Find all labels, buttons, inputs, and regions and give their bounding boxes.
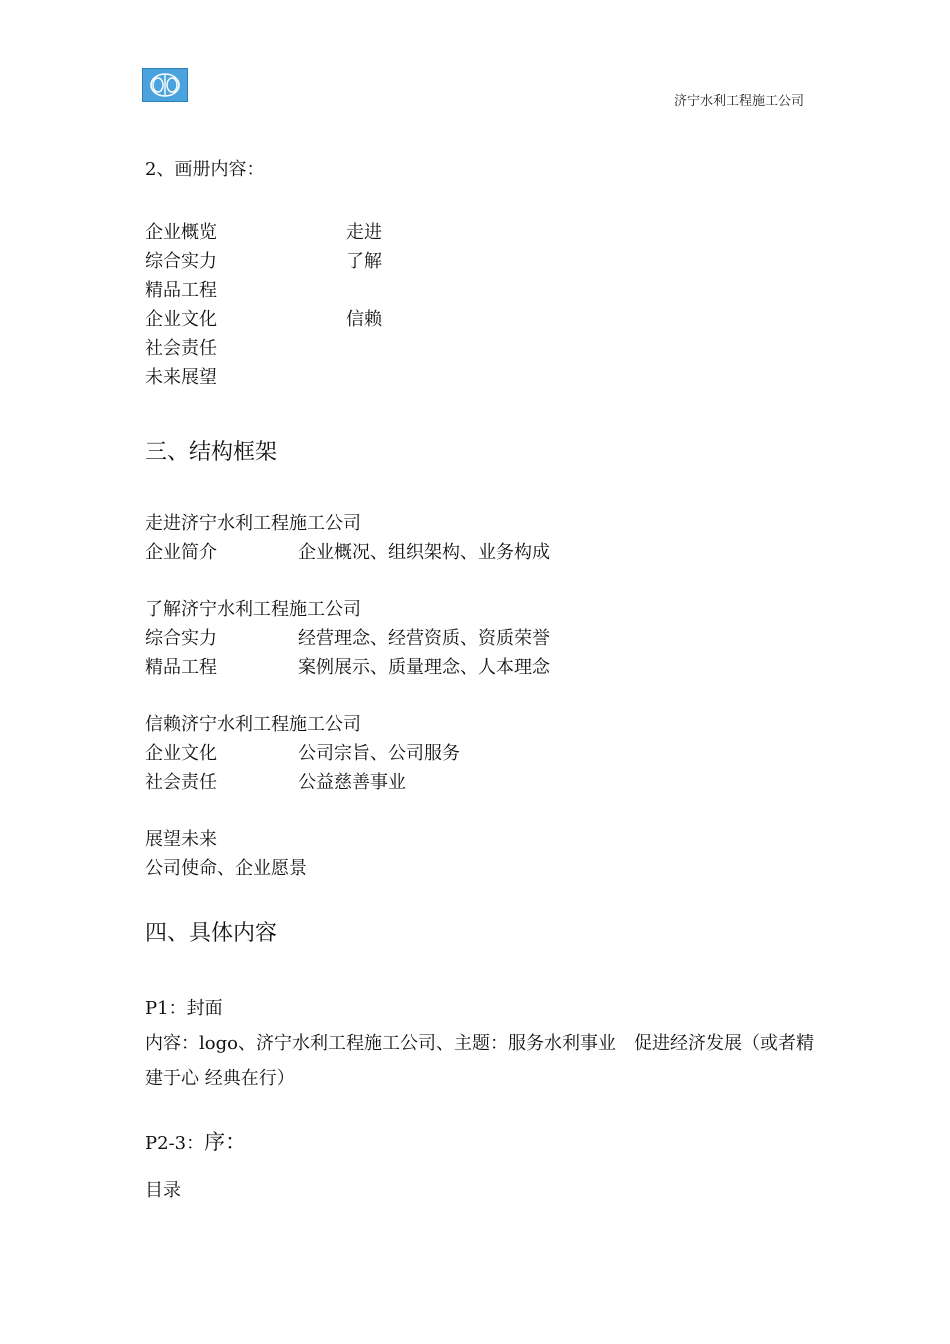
framework-group-1-title: 走进济宁水利工程施工公司 bbox=[145, 513, 361, 534]
section-3-heading: 三、结构框架 bbox=[145, 440, 278, 465]
section-2-title: 2、画册内容： bbox=[145, 159, 265, 180]
header-company-name: 济宁水利工程施工公司 bbox=[673, 94, 804, 109]
logo-emblem-icon bbox=[143, 69, 187, 101]
framework-group-4-title: 展望未来 bbox=[145, 829, 217, 850]
toc-label: 目录 bbox=[145, 1180, 181, 1201]
framework-row-value: 案例展示、质量理念、人本理念 bbox=[298, 657, 550, 678]
framework-row-value: 公司宗旨、公司服务 bbox=[298, 743, 460, 764]
framework-row-label: 企业文化 bbox=[145, 743, 217, 764]
p1-title: P1：封面 bbox=[145, 998, 223, 1019]
content-item-6: 未来展望 bbox=[145, 367, 217, 388]
theme-word-1: 走进 bbox=[346, 222, 382, 243]
company-logo bbox=[142, 68, 188, 102]
p23-title: 序： bbox=[204, 1130, 247, 1154]
p23-line bbox=[145, 1130, 246, 1156]
framework-group-3-title: 信赖济宁水利工程施工公司 bbox=[145, 714, 361, 735]
content-item-4: 企业文化 bbox=[145, 309, 217, 330]
theme-word-3: 信赖 bbox=[346, 309, 382, 330]
framework-row-label: 精品工程 bbox=[145, 657, 217, 678]
p1-body: 内容：logo、济宁水利工程施工公司、主题：服务水利事业 促进经济发展（或者精建于心 经典在行） bbox=[145, 1033, 814, 1089]
framework-row-label: 企业简介 bbox=[145, 542, 217, 563]
theme-word-2: 了解 bbox=[346, 251, 382, 272]
content-item-1: 企业概览 bbox=[145, 222, 217, 243]
framework-group-4-line: 公司使命、企业愿景 bbox=[145, 858, 307, 879]
framework-row-label: 社会责任 bbox=[145, 772, 217, 793]
framework-row-value: 公益慈善事业 bbox=[298, 772, 406, 793]
section-4-heading: 四、具体内容 bbox=[145, 921, 278, 946]
framework-group-2-title: 了解济宁水利工程施工公司 bbox=[145, 599, 361, 620]
framework-row-value: 经营理念、经营资质、资质荣誉 bbox=[298, 628, 550, 649]
content-item-3: 精品工程 bbox=[145, 280, 217, 301]
framework-row-value: 企业概况、组织架构、业务构成 bbox=[298, 542, 550, 563]
framework-row-label: 综合实力 bbox=[145, 628, 217, 649]
content-item-2: 综合实力 bbox=[145, 251, 217, 272]
p23-prefix: P2-3： bbox=[145, 1133, 205, 1154]
content-item-5: 社会责任 bbox=[145, 338, 217, 359]
